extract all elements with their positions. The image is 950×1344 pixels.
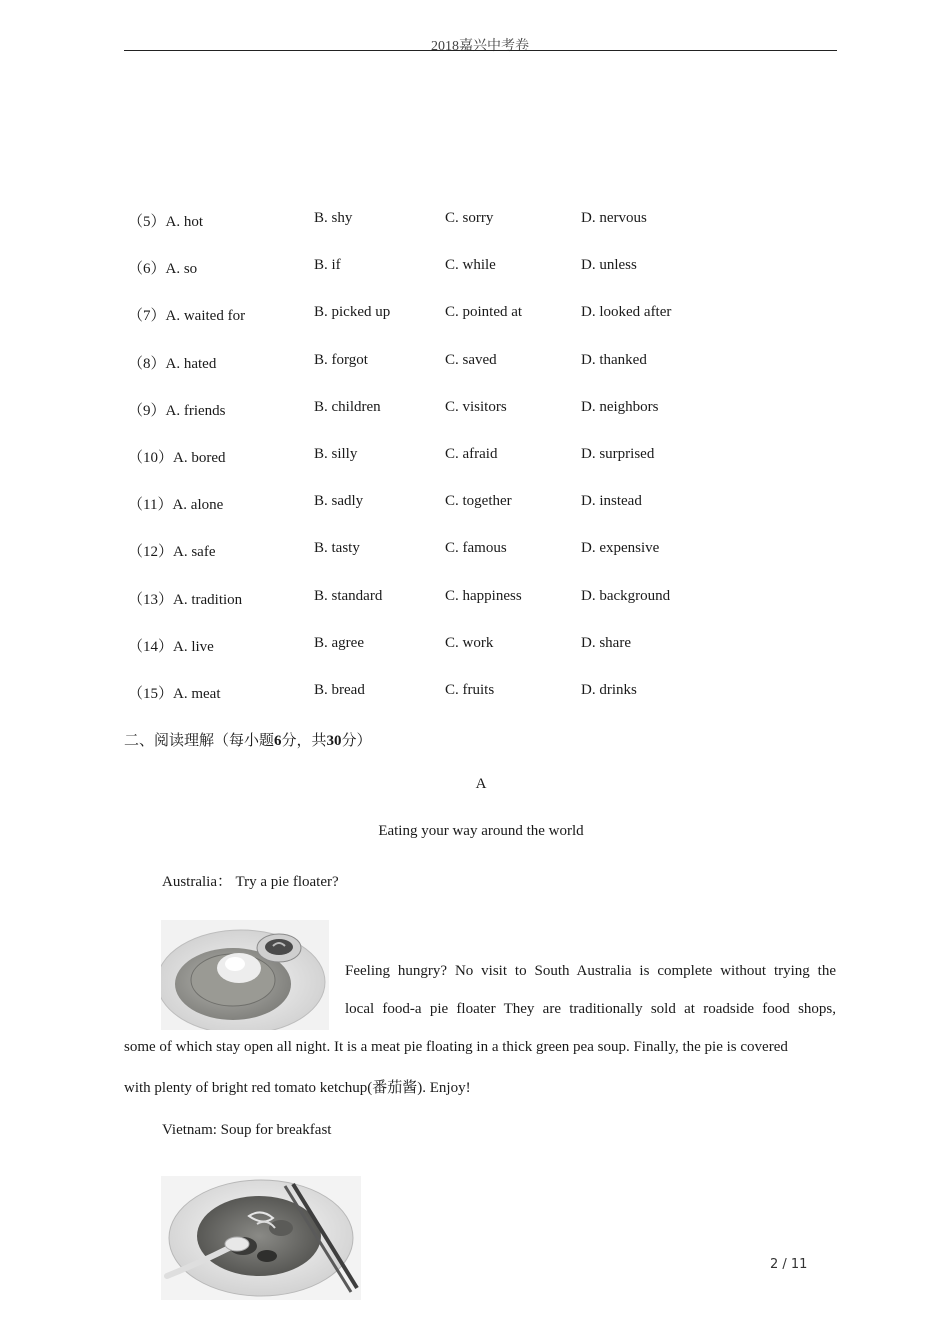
option-a-text: A. hot (165, 214, 204, 230)
option-a (128, 304, 245, 325)
option-c: C. famous (445, 540, 507, 556)
option-b: B. silly (314, 446, 358, 462)
pie-floater-image (161, 920, 329, 1030)
option-b: B. bread (314, 682, 365, 698)
question-number: （13） (128, 592, 174, 608)
option-c: C. happiness (445, 588, 522, 604)
option-a-text: A. so (165, 261, 198, 277)
option-a-text: A. friends (165, 403, 226, 419)
option-a-text: A. alone (172, 497, 224, 513)
option-b: B. children (314, 399, 381, 415)
option-row (0, 682, 950, 704)
option-c: C. while (445, 257, 496, 273)
option-d: D. thanked (581, 352, 647, 368)
option-row (0, 588, 950, 610)
option-row (0, 399, 950, 421)
option-a (128, 257, 197, 278)
option-a (128, 588, 242, 609)
australia-text-line-1: Feeling hungry? No visit to South Australia is complete without trying the (345, 963, 836, 979)
option-row (0, 635, 950, 657)
question-number: （6） (128, 261, 166, 277)
option-d: D. background (581, 588, 671, 604)
pho-soup-image (161, 1176, 361, 1300)
question-number: （14） (128, 639, 174, 655)
option-a (128, 446, 226, 467)
option-c: C. saved (445, 352, 497, 368)
option-b: B. shy (314, 210, 353, 226)
option-c: C. together (445, 493, 512, 509)
option-a (128, 635, 214, 656)
section-title-prefix: 二、阅读理解（每小题 (124, 733, 275, 749)
option-a-text: A. tradition (173, 592, 243, 608)
option-a-text: A. waited for (165, 308, 246, 324)
question-number: （15） (128, 686, 174, 702)
option-b: B. forgot (314, 352, 368, 368)
question-number: （7） (128, 308, 166, 324)
option-c: C. sorry (445, 210, 494, 226)
question-number: （8） (128, 356, 166, 372)
australia-text-line-2: local food-a pie floater They are traditionally sold at roadside food shops, (345, 1001, 836, 1017)
option-a (128, 210, 203, 231)
option-c: C. visitors (445, 399, 507, 415)
option-a (128, 352, 216, 373)
option-a-text: A. bored (173, 450, 226, 466)
option-d: D. instead (581, 493, 642, 509)
section-title-mid: 分，共 (281, 733, 327, 749)
australia-heading: Australia： Try a pie floater? (162, 874, 339, 890)
option-c: C. fruits (445, 682, 495, 698)
page-header-title: 2018嘉兴中考卷 (431, 39, 529, 54)
option-c: C. work (445, 635, 494, 651)
passage-label: A (475, 776, 487, 792)
option-b: B. standard (314, 588, 383, 604)
section-title-suffix: 分） (341, 733, 372, 749)
option-row (0, 304, 950, 326)
australia-text-line-3: some of which stay open all night. It is a meat pie floating in a thick green pea soup. Finally, the pie is covered (124, 1039, 788, 1055)
option-a (128, 399, 226, 420)
option-d: D. expensive (581, 540, 660, 556)
option-row (0, 210, 950, 232)
option-a (128, 540, 216, 561)
option-a (128, 682, 221, 703)
option-row (0, 257, 950, 279)
australia-text-line-4: with plenty of bright red tomato ketchup(番茄酱). Enjoy! (124, 1080, 471, 1096)
option-d: D. drinks (581, 682, 637, 698)
option-row (0, 446, 950, 468)
option-d: D. neighbors (581, 399, 659, 415)
section-title-total: 30 (326, 733, 342, 749)
option-d: D. share (581, 635, 631, 651)
question-number: （10） (128, 450, 174, 466)
question-number: （11） (128, 497, 173, 513)
question-number: （5） (128, 214, 166, 230)
option-d: D. looked after (581, 304, 672, 320)
vietnam-heading: Vietnam: Soup for breakfast (162, 1122, 332, 1138)
option-c: C. afraid (445, 446, 498, 462)
question-number: （9） (128, 403, 166, 419)
option-a-text: A. live (173, 639, 214, 655)
option-d: D. unless (581, 257, 637, 273)
passage-title: Eating your way around the world (378, 823, 584, 839)
option-a (128, 493, 223, 514)
option-a-text: A. safe (173, 544, 216, 560)
option-b: B. sadly (314, 493, 364, 509)
header-rule (124, 50, 837, 51)
option-row (0, 352, 950, 374)
option-row (0, 493, 950, 515)
option-b: B. picked up (314, 304, 391, 320)
section-title-points: 6 (274, 733, 282, 749)
option-b: B. tasty (314, 540, 360, 556)
section-title (124, 729, 372, 750)
option-b: B. agree (314, 635, 364, 651)
option-b: B. if (314, 257, 341, 273)
option-row (0, 540, 950, 562)
option-d: D. nervous (581, 210, 647, 226)
question-number: （12） (128, 544, 174, 560)
option-a-text: A. meat (173, 686, 221, 702)
option-a-text: A. hated (165, 356, 217, 372)
option-d: D. surprised (581, 446, 655, 462)
page-number: 2 / 11 (770, 1257, 808, 1272)
option-c: C. pointed at (445, 304, 523, 320)
